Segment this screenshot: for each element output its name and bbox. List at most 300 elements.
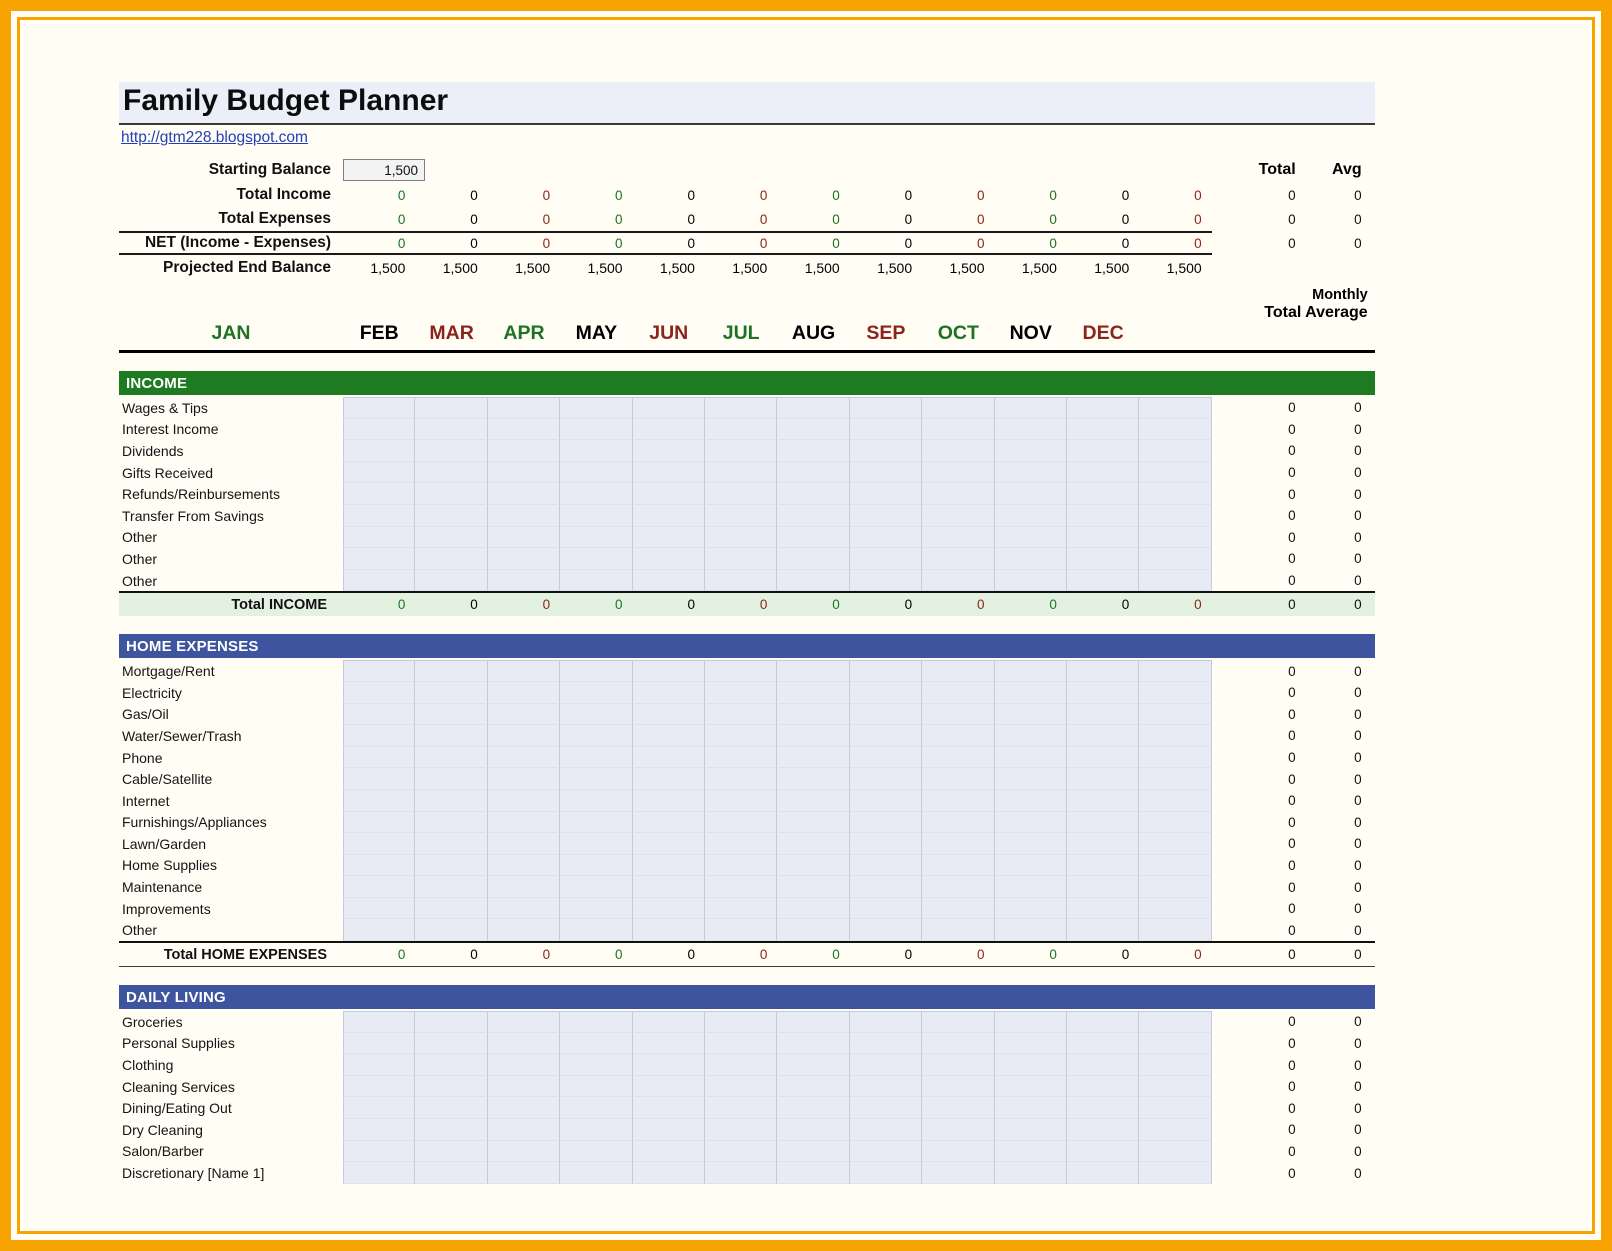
month-cell[interactable] [995,855,1067,877]
month-cell[interactable] [850,1076,922,1098]
month-cell[interactable] [343,419,415,441]
month-cell[interactable] [777,1011,849,1033]
month-cell[interactable] [777,725,849,747]
month-cell[interactable] [1067,1011,1139,1033]
month-cell[interactable] [1067,1162,1139,1184]
month-cell[interactable] [343,768,415,790]
month-cell[interactable] [343,527,415,549]
month-cell[interactable] [560,527,632,549]
month-cell[interactable] [633,548,705,570]
month-cell[interactable] [488,483,560,505]
month-cell[interactable] [995,725,1067,747]
month-cell[interactable] [1139,1119,1211,1141]
month-cell[interactable] [995,1011,1067,1033]
month-cell[interactable] [488,1097,560,1119]
month-cell[interactable] [777,1076,849,1098]
month-cell[interactable] [415,483,487,505]
month-cell[interactable] [415,462,487,484]
month-cell[interactable] [777,527,849,549]
month-cell[interactable] [488,833,560,855]
month-cell[interactable] [995,483,1067,505]
month-cell[interactable] [633,704,705,726]
month-cell[interactable] [705,855,777,877]
month-cell[interactable] [560,855,632,877]
month-cell[interactable] [922,747,994,769]
month-cell[interactable] [705,462,777,484]
month-cell[interactable] [922,876,994,898]
month-cell[interactable] [560,1162,632,1184]
month-cell[interactable] [1139,660,1211,682]
month-cell[interactable] [777,898,849,920]
month-cell[interactable] [705,919,777,941]
month-cell[interactable] [777,812,849,834]
month-cell[interactable] [415,505,487,527]
month-cell[interactable] [1067,1076,1139,1098]
month-cell[interactable] [850,790,922,812]
month-cell[interactable] [995,419,1067,441]
month-cell[interactable] [995,747,1067,769]
month-cell[interactable] [415,440,487,462]
month-cell[interactable] [560,397,632,419]
month-cell[interactable] [777,505,849,527]
month-cell[interactable] [922,919,994,941]
month-cell[interactable] [850,440,922,462]
month-cell[interactable] [777,1119,849,1141]
month-cell[interactable] [922,812,994,834]
month-cell[interactable] [777,419,849,441]
month-cell[interactable] [850,725,922,747]
month-cell[interactable] [488,704,560,726]
month-cell[interactable] [777,1141,849,1163]
month-cell[interactable] [705,660,777,682]
month-cell[interactable] [922,704,994,726]
month-cell[interactable] [560,1076,632,1098]
month-cell[interactable] [343,704,415,726]
month-cell[interactable] [995,1141,1067,1163]
month-cell[interactable] [850,1011,922,1033]
month-cell[interactable] [415,812,487,834]
month-cell[interactable] [343,898,415,920]
month-cell[interactable] [488,682,560,704]
month-cell[interactable] [922,1076,994,1098]
month-cell[interactable] [1067,919,1139,941]
month-cell[interactable] [705,505,777,527]
month-cell[interactable] [850,682,922,704]
month-cell[interactable] [705,704,777,726]
month-cell[interactable] [633,855,705,877]
month-cell[interactable] [1067,1054,1139,1076]
month-cell[interactable] [777,1054,849,1076]
month-cell[interactable] [633,747,705,769]
month-cell[interactable] [777,462,849,484]
month-cell[interactable] [850,483,922,505]
month-cell[interactable] [633,790,705,812]
month-cell[interactable] [922,397,994,419]
month-cell[interactable] [850,768,922,790]
month-cell[interactable] [1139,812,1211,834]
month-cell[interactable] [633,812,705,834]
month-cell[interactable] [560,548,632,570]
month-cell[interactable] [415,1076,487,1098]
month-cell[interactable] [850,419,922,441]
month-cell[interactable] [850,898,922,920]
month-cell[interactable] [488,397,560,419]
month-cell[interactable] [850,1162,922,1184]
month-cell[interactable] [1067,855,1139,877]
month-cell[interactable] [1067,570,1139,592]
month-cell[interactable] [488,570,560,592]
month-cell[interactable] [415,660,487,682]
month-cell[interactable] [633,1097,705,1119]
month-cell[interactable] [415,855,487,877]
month-cell[interactable] [1067,898,1139,920]
month-cell[interactable] [343,812,415,834]
month-cell[interactable] [705,440,777,462]
month-cell[interactable] [560,483,632,505]
month-cell[interactable] [560,876,632,898]
month-cell[interactable] [705,725,777,747]
month-cell[interactable] [1139,833,1211,855]
month-cell[interactable] [995,505,1067,527]
month-cell[interactable] [560,505,632,527]
month-cell[interactable] [343,1054,415,1076]
month-cell[interactable] [995,682,1067,704]
month-cell[interactable] [922,440,994,462]
month-cell[interactable] [633,440,705,462]
month-cell[interactable] [415,1141,487,1163]
month-cell[interactable] [922,898,994,920]
month-cell[interactable] [415,790,487,812]
month-cell[interactable] [560,419,632,441]
month-cell[interactable] [850,527,922,549]
month-cell[interactable] [1139,462,1211,484]
month-cell[interactable] [1139,919,1211,941]
month-cell[interactable] [995,660,1067,682]
month-cell[interactable] [488,919,560,941]
month-cell[interactable] [488,790,560,812]
month-cell[interactable] [1067,1033,1139,1055]
month-cell[interactable] [922,790,994,812]
month-cell[interactable] [995,833,1067,855]
month-cell[interactable] [633,1054,705,1076]
month-cell[interactable] [488,1054,560,1076]
month-cell[interactable] [415,527,487,549]
month-cell[interactable] [343,725,415,747]
month-cell[interactable] [850,855,922,877]
month-cell[interactable] [922,548,994,570]
month-cell[interactable] [777,397,849,419]
month-cell[interactable] [488,1162,560,1184]
month-cell[interactable] [343,1011,415,1033]
month-cell[interactable] [1067,876,1139,898]
month-cell[interactable] [343,876,415,898]
month-cell[interactable] [850,747,922,769]
month-cell[interactable] [1067,419,1139,441]
month-cell[interactable] [995,898,1067,920]
month-cell[interactable] [705,570,777,592]
month-cell[interactable] [777,682,849,704]
month-cell[interactable] [850,704,922,726]
month-cell[interactable] [343,462,415,484]
month-cell[interactable] [415,768,487,790]
month-cell[interactable] [995,1076,1067,1098]
month-cell[interactable] [560,919,632,941]
month-cell[interactable] [922,682,994,704]
month-cell[interactable] [705,876,777,898]
month-cell[interactable] [995,462,1067,484]
month-cell[interactable] [1139,483,1211,505]
month-cell[interactable] [1139,747,1211,769]
month-cell[interactable] [995,1119,1067,1141]
month-cell[interactable] [633,682,705,704]
month-cell[interactable] [488,1011,560,1033]
month-cell[interactable] [415,1162,487,1184]
month-cell[interactable] [415,704,487,726]
month-cell[interactable] [995,812,1067,834]
month-cell[interactable] [995,919,1067,941]
month-cell[interactable] [922,833,994,855]
month-cell[interactable] [995,768,1067,790]
month-cell[interactable] [560,1011,632,1033]
month-cell[interactable] [705,483,777,505]
month-cell[interactable] [777,747,849,769]
month-cell[interactable] [1067,1119,1139,1141]
month-cell[interactable] [343,1162,415,1184]
month-cell[interactable] [633,462,705,484]
month-cell[interactable] [1139,570,1211,592]
month-cell[interactable] [1139,1054,1211,1076]
month-cell[interactable] [777,790,849,812]
month-cell[interactable] [777,833,849,855]
month-cell[interactable] [343,1141,415,1163]
month-cell[interactable] [1139,1033,1211,1055]
month-cell[interactable] [633,1141,705,1163]
month-cell[interactable] [488,768,560,790]
month-cell[interactable] [488,725,560,747]
month-cell[interactable] [1067,548,1139,570]
month-cell[interactable] [343,1097,415,1119]
month-cell[interactable] [922,1141,994,1163]
month-cell[interactable] [415,1033,487,1055]
month-cell[interactable] [343,660,415,682]
month-cell[interactable] [633,570,705,592]
month-cell[interactable] [343,833,415,855]
month-cell[interactable] [488,1076,560,1098]
month-cell[interactable] [705,1033,777,1055]
month-cell[interactable] [995,527,1067,549]
month-cell[interactable] [415,419,487,441]
month-cell[interactable] [415,919,487,941]
month-cell[interactable] [995,876,1067,898]
month-cell[interactable] [415,898,487,920]
month-cell[interactable] [922,660,994,682]
month-cell[interactable] [922,462,994,484]
month-cell[interactable] [922,483,994,505]
month-cell[interactable] [488,419,560,441]
month-cell[interactable] [1067,660,1139,682]
month-cell[interactable] [415,833,487,855]
month-cell[interactable] [560,790,632,812]
month-cell[interactable] [995,704,1067,726]
month-cell[interactable] [415,570,487,592]
month-cell[interactable] [343,548,415,570]
month-cell[interactable] [633,725,705,747]
month-cell[interactable] [1067,812,1139,834]
month-cell[interactable] [922,1033,994,1055]
month-cell[interactable] [415,725,487,747]
month-cell[interactable] [343,570,415,592]
month-cell[interactable] [850,812,922,834]
month-cell[interactable] [1067,483,1139,505]
month-cell[interactable] [705,790,777,812]
month-cell[interactable] [633,1011,705,1033]
month-cell[interactable] [560,747,632,769]
month-cell[interactable] [705,682,777,704]
month-cell[interactable] [560,462,632,484]
month-cell[interactable] [488,505,560,527]
month-cell[interactable] [777,1033,849,1055]
month-cell[interactable] [343,1033,415,1055]
month-cell[interactable] [922,1011,994,1033]
month-cell[interactable] [1067,768,1139,790]
month-cell[interactable] [415,1097,487,1119]
month-cell[interactable] [1139,790,1211,812]
month-cell[interactable] [705,548,777,570]
month-cell[interactable] [850,1054,922,1076]
month-cell[interactable] [633,768,705,790]
month-cell[interactable] [1067,682,1139,704]
month-cell[interactable] [560,704,632,726]
month-cell[interactable] [633,397,705,419]
month-cell[interactable] [1139,768,1211,790]
month-cell[interactable] [777,1162,849,1184]
month-cell[interactable] [1067,704,1139,726]
month-cell[interactable] [488,812,560,834]
month-cell[interactable] [1067,790,1139,812]
month-cell[interactable] [633,1076,705,1098]
month-cell[interactable] [995,790,1067,812]
month-cell[interactable] [705,812,777,834]
month-cell[interactable] [777,440,849,462]
month-cell[interactable] [415,1054,487,1076]
month-cell[interactable] [560,1097,632,1119]
month-cell[interactable] [705,1097,777,1119]
month-cell[interactable] [633,1033,705,1055]
month-cell[interactable] [922,505,994,527]
month-cell[interactable] [488,898,560,920]
month-cell[interactable] [705,768,777,790]
month-cell[interactable] [1139,505,1211,527]
month-cell[interactable] [488,1033,560,1055]
month-cell[interactable] [705,1076,777,1098]
month-cell[interactable] [1139,1097,1211,1119]
month-cell[interactable] [705,1011,777,1033]
month-cell[interactable] [415,548,487,570]
month-cell[interactable] [995,548,1067,570]
month-cell[interactable] [1067,725,1139,747]
month-cell[interactable] [560,570,632,592]
month-cell[interactable] [415,397,487,419]
month-cell[interactable] [488,548,560,570]
month-cell[interactable] [850,833,922,855]
month-cell[interactable] [850,876,922,898]
source-link[interactable]: http://gtm228.blogspot.com [121,129,308,146]
month-cell[interactable] [1067,440,1139,462]
month-cell[interactable] [560,440,632,462]
month-cell[interactable] [922,527,994,549]
month-cell[interactable] [633,660,705,682]
month-cell[interactable] [488,660,560,682]
month-cell[interactable] [488,747,560,769]
month-cell[interactable] [1139,1162,1211,1184]
month-cell[interactable] [922,1162,994,1184]
month-cell[interactable] [1067,462,1139,484]
month-cell[interactable] [1067,397,1139,419]
month-cell[interactable] [343,919,415,941]
month-cell[interactable] [343,855,415,877]
month-cell[interactable] [995,1054,1067,1076]
month-cell[interactable] [705,747,777,769]
month-cell[interactable] [777,876,849,898]
month-cell[interactable] [488,440,560,462]
month-cell[interactable] [633,919,705,941]
month-cell[interactable] [1139,1141,1211,1163]
month-cell[interactable] [922,768,994,790]
month-cell[interactable] [705,833,777,855]
month-cell[interactable] [850,660,922,682]
month-cell[interactable] [1139,548,1211,570]
month-cell[interactable] [922,570,994,592]
month-cell[interactable] [705,1162,777,1184]
month-cell[interactable] [705,1141,777,1163]
month-cell[interactable] [633,419,705,441]
month-cell[interactable] [633,527,705,549]
month-cell[interactable] [343,483,415,505]
month-cell[interactable] [777,548,849,570]
month-cell[interactable] [850,505,922,527]
month-cell[interactable] [850,1141,922,1163]
month-cell[interactable] [560,1141,632,1163]
month-cell[interactable] [488,527,560,549]
month-cell[interactable] [343,1076,415,1098]
month-cell[interactable] [922,725,994,747]
month-cell[interactable] [633,898,705,920]
month-cell[interactable] [343,397,415,419]
month-cell[interactable] [850,570,922,592]
month-cell[interactable] [633,1162,705,1184]
month-cell[interactable] [1139,855,1211,877]
month-cell[interactable] [560,812,632,834]
month-cell[interactable] [343,440,415,462]
month-cell[interactable] [922,855,994,877]
month-cell[interactable] [1139,397,1211,419]
month-cell[interactable] [1139,1076,1211,1098]
month-cell[interactable] [995,397,1067,419]
month-cell[interactable] [488,855,560,877]
month-cell[interactable] [415,876,487,898]
month-cell[interactable] [850,462,922,484]
month-cell[interactable] [777,855,849,877]
month-cell[interactable] [1067,747,1139,769]
month-cell[interactable] [995,1097,1067,1119]
month-cell[interactable] [1067,1097,1139,1119]
month-cell[interactable] [705,397,777,419]
month-cell[interactable] [560,1033,632,1055]
month-cell[interactable] [343,1119,415,1141]
month-cell[interactable] [560,682,632,704]
month-cell[interactable] [1139,419,1211,441]
month-cell[interactable] [1139,1011,1211,1033]
